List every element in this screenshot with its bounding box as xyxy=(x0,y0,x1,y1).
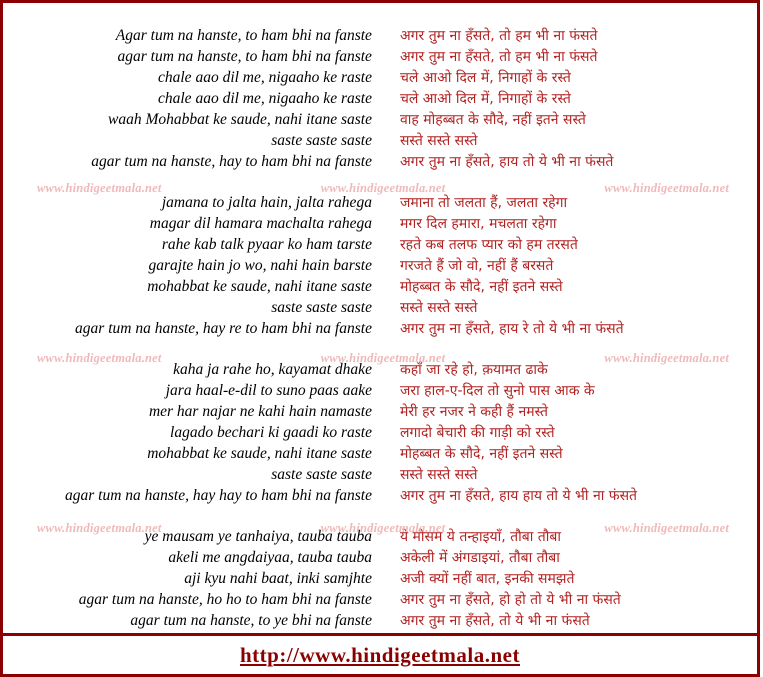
lyrics-devanagari: अकेली में अंगडाइयां, तौबा तौबा xyxy=(399,550,560,566)
lyrics-devanagari: अजी क्यों नहीं बात, इनकी समझते xyxy=(399,571,575,587)
lyrics-roman: mohabbat ke saude, nahi itane saste xyxy=(147,445,372,462)
watermark-text: www.hindigeetmala.net xyxy=(37,351,162,365)
lyrics-devanagari: जमाना तो जलता हैं, जलता रहेगा xyxy=(399,195,568,211)
lyrics-line xyxy=(3,67,757,88)
lyrics-roman: agar tum na hanste, ho ho to ham bhi na fanste xyxy=(78,591,372,608)
watermark-text: www.hindigeetmala.net xyxy=(604,351,729,365)
lyrics-devanagari: चले आओ दिल में, निगाहों के रस्ते xyxy=(399,70,571,86)
lyrics-line xyxy=(3,88,757,109)
lyrics-devanagari: ये मौसम ये तन्हाइयाँ, तौबा तौबा xyxy=(399,529,562,545)
lyrics-line xyxy=(3,589,757,610)
lyrics-roman: waah Mohabbat ke saude, nahi itane saste xyxy=(108,111,372,128)
lyrics-roman: magar dil hamara machalta rahega xyxy=(149,215,372,232)
watermark-text: www.hindigeetmala.net xyxy=(604,521,729,535)
lyrics-devanagari: जरा हाल-ए-दिल तो सुनो पास आक के xyxy=(399,383,595,399)
lyrics-line xyxy=(3,234,757,255)
lyrics-line xyxy=(3,610,757,631)
lyrics-container xyxy=(3,3,757,629)
lyrics-roman: akeli me angdaiyaa, tauba tauba xyxy=(168,549,372,566)
lyrics-line xyxy=(3,401,757,422)
lyrics-roman: jara haal-e-dil to suno paas aake xyxy=(165,382,372,399)
lyrics-line xyxy=(3,151,757,172)
lyrics-roman: agar tum na hanste, hay to ham bhi na fanste xyxy=(91,153,372,170)
lyrics-line xyxy=(3,109,757,130)
lyrics-devanagari: चले आओ दिल में, निगाहों के रस्ते xyxy=(399,91,571,107)
lyrics-line xyxy=(3,25,757,46)
lyrics-devanagari: मोहब्बत के सौदे, नहीं इतने सस्ते xyxy=(399,446,563,462)
lyrics-devanagari: अगर तुम ना हँसते, हो हो तो ये भी ना फंसते xyxy=(399,592,621,608)
watermark-text: www.hindigeetmala.net xyxy=(320,181,446,195)
lyrics-devanagari: अगर तुम ना हँसते, हाय तो ये भी ना फंसते xyxy=(399,154,614,170)
lyrics-line xyxy=(3,130,757,151)
watermark-text: www.hindigeetmala.net xyxy=(320,521,446,535)
page-footer xyxy=(3,633,757,674)
watermark-text: www.hindigeetmala.net xyxy=(320,351,446,365)
watermark-text: www.hindigeetmala.net xyxy=(37,181,162,195)
lyrics-devanagari: मगर दिल हमारा, मचलता रहेगा xyxy=(399,216,557,232)
lyrics-roman: aji kyu nahi baat, inki samjhte xyxy=(184,570,372,587)
lyrics-roman: saste saste saste xyxy=(271,132,372,149)
lyrics-line xyxy=(3,192,757,213)
lyrics-devanagari: सस्ते सस्ते सस्ते xyxy=(399,467,478,483)
lyrics-roman: saste saste saste xyxy=(271,299,372,316)
lyrics-devanagari: अगर तुम ना हँसते, हाय रे तो ये भी ना फंसते xyxy=(399,321,624,337)
lyrics-line xyxy=(3,485,757,506)
lyrics-stanza xyxy=(3,192,757,339)
lyrics-roman: mer har najar ne kahi hain namaste xyxy=(148,403,372,420)
lyrics-line xyxy=(3,526,757,547)
lyrics-line xyxy=(3,213,757,234)
site-url-link[interactable]: http://www.hindigeetmala.net xyxy=(239,642,520,667)
lyrics-roman: Agar tum na hanste, to ham bhi na fanste xyxy=(115,27,372,44)
lyrics-stanza xyxy=(3,526,757,631)
lyrics-roman: kaha ja rahe ho, kayamat dhake xyxy=(173,361,372,378)
lyrics-roman: lagado bechari ki gaadi ko raste xyxy=(170,424,372,441)
watermark-text: www.hindigeetmala.net xyxy=(37,521,162,535)
lyrics-roman: chale aao dil me, nigaaho ke raste xyxy=(158,90,372,107)
lyrics-roman: saste saste saste xyxy=(271,466,372,483)
lyrics-line xyxy=(3,297,757,318)
lyrics-devanagari: अगर तुम ना हँसते, तो हम भी ना फंसते xyxy=(399,28,598,44)
lyrics-roman: rahe kab talk pyaar ko ham tarste xyxy=(161,236,372,253)
lyrics-roman: jamana to jalta hain, jalta rahega xyxy=(161,194,372,211)
lyrics-roman: agar tum na hanste, hay re to ham bhi na fanste xyxy=(75,320,372,337)
lyrics-line xyxy=(3,443,757,464)
lyrics-line xyxy=(3,359,757,380)
lyrics-roman: agar tum na hanste, to ham bhi na fanste xyxy=(117,48,372,65)
lyrics-devanagari: मेरी हर नजर ने कही हैं नमस्ते xyxy=(399,404,549,420)
lyrics-roman: agar tum na hanste, hay hay to ham bhi na fanste xyxy=(64,487,372,504)
lyrics-roman: garajte hain jo wo, nahi hain barste xyxy=(148,257,372,274)
lyrics-devanagari: वाह मोहब्बत के सौदे, नहीं इतने सस्ते xyxy=(399,112,586,128)
lyrics-devanagari: सस्ते सस्ते सस्ते xyxy=(399,300,478,316)
lyrics-devanagari: अगर तुम ना हँसते, तो ये भी ना फंसते xyxy=(399,613,590,629)
lyrics-stanza xyxy=(3,359,757,506)
lyrics-line xyxy=(3,547,757,568)
lyrics-devanagari: अगर तुम ना हँसते, तो हम भी ना फंसते xyxy=(399,49,598,65)
lyrics-devanagari: रहते कब तलफ प्यार को हम तरसते xyxy=(399,237,578,253)
watermark-text: www.hindigeetmala.net xyxy=(604,181,729,195)
lyrics-line xyxy=(3,318,757,339)
lyrics-devanagari: अगर तुम ना हँसते, हाय हाय तो ये भी ना फंसते xyxy=(399,488,638,504)
lyrics-line xyxy=(3,380,757,401)
lyrics-roman: mohabbat ke saude, nahi itane saste xyxy=(147,278,372,295)
lyrics-devanagari: गरजते हैं जो वो, नहीं हैं बरसते xyxy=(399,258,554,274)
lyrics-devanagari: कहाँ जा रहे हो, क़यामत ढाके xyxy=(399,362,548,378)
lyrics-line xyxy=(3,464,757,485)
lyrics-roman: ye mausam ye tanhaiya, tauba tauba xyxy=(144,528,372,545)
lyrics-roman: chale aao dil me, nigaaho ke raste xyxy=(158,69,372,86)
lyrics-line xyxy=(3,568,757,589)
lyrics-line xyxy=(3,422,757,443)
lyrics-devanagari: मोहब्बत के सौदे, नहीं इतने सस्ते xyxy=(399,279,563,295)
lyrics-devanagari: सस्ते सस्ते सस्ते xyxy=(399,133,478,149)
lyrics-stanza xyxy=(3,25,757,172)
lyrics-devanagari: लगादो बेचारी की गाड़ी को रस्ते xyxy=(399,425,555,441)
lyrics-line xyxy=(3,255,757,276)
lyrics-line xyxy=(3,276,757,297)
lyrics-roman: agar tum na hanste, to ye bhi na fanste xyxy=(130,612,372,629)
lyrics-line xyxy=(3,46,757,67)
